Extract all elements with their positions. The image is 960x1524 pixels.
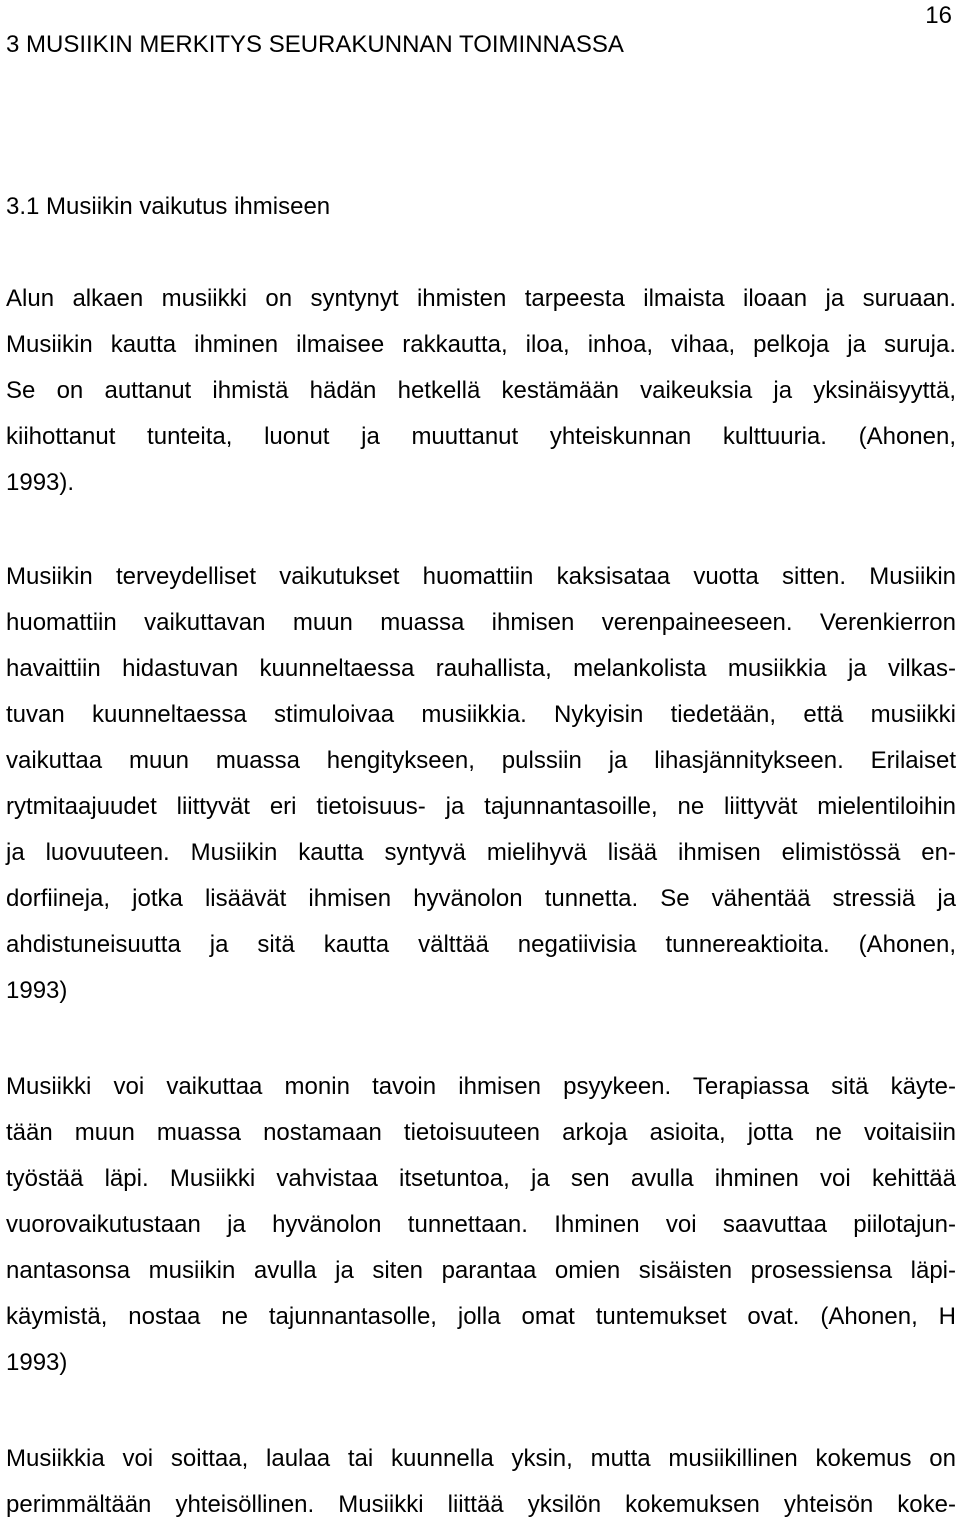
text-line: ahdistuneisuutta ja sitä kautta välttää negatiivisia tunnereaktioita. (Ahonen,: [6, 931, 956, 958]
text-line: Musiikki voi vaikuttaa monin tavoin ihmisen psyykeen. Terapiassa sitä käyte-: [6, 1073, 956, 1100]
section-heading: 3.1 Musiikin vaikutus ihmiseen: [6, 193, 331, 220]
page-number: 16: [925, 2, 952, 29]
text-line: vaikuttaa muun muassa hengitykseen, pulssiin ja lihasjännitykseen. Erilaiset: [6, 747, 956, 774]
chapter-heading: 3 MUSIIKIN MERKITYS SEURAKUNNAN TOIMINNASSA: [6, 31, 624, 58]
text-line: Musiikin terveydelliset vaikutukset huomattiin kaksisataa vuotta sitten. Musiikin: [6, 563, 956, 590]
text-line: vuorovaikutustaan ja hyvänolon tunnettaan. Ihminen voi saavuttaa piilotajun-: [6, 1211, 956, 1238]
text-line: Alun alkaen musiikki on syntynyt ihmisten tarpeesta ilmaista iloaan ja suruaan.: [6, 285, 956, 312]
text-line: käymistä, nostaa ne tajunnantasolle, jolla omat tuntemukset ovat. (Ahonen, H: [6, 1303, 956, 1330]
text-line: rytmitaajuudet liittyvät eri tietoisuus- ja tajunnantasoille, ne liittyvät mielentiloihin: [6, 793, 956, 820]
text-line: dorfiineja, jotka lisäävät ihmisen hyvänolon tunnetta. Se vähentää stressiä ja: [6, 885, 956, 912]
text-line: työstää läpi. Musiikki vahvistaa itsetuntoa, ja sen avulla ihminen voi kehittää: [6, 1165, 956, 1192]
text-line: 1993): [6, 977, 68, 1004]
text-line: perimmältään yhteisöllinen. Musiikki liittää yksilön kokemuksen yhteisön koke-: [6, 1491, 956, 1518]
text-line: tään muun muassa nostamaan tietoisuuteen arkoja asioita, jotta ne voitaisiin: [6, 1119, 956, 1146]
text-line: nantasonsa musiikin avulla ja siten parantaa omien sisäisten prosessiensa läpi-: [6, 1257, 956, 1284]
text-line: Musiikin kautta ihminen ilmaisee rakkautta, iloa, inhoa, vihaa, pelkoja ja suruja.: [6, 331, 956, 358]
text-line: Se on auttanut ihmistä hädän hetkellä kestämään vaikeuksia ja yksinäisyyttä,: [6, 377, 956, 404]
text-line: kiihottanut tunteita, luonut ja muuttanut yhteiskunnan kulttuuria. (Ahonen,: [6, 423, 956, 450]
text-line: 1993).: [6, 469, 75, 496]
text-line: 1993): [6, 1349, 68, 1376]
text-line: ja luovuuteen. Musiikin kautta syntyvä mielihyvä lisää ihmisen elimistössä en-: [6, 839, 956, 866]
text-line: havaittiin hidastuvan kuunneltaessa rauhallista, melankolista musiikkia ja vilkas-: [6, 655, 956, 682]
text-line: Musiikkia voi soittaa, laulaa tai kuunnella yksin, mutta musiikillinen kokemus on: [6, 1445, 956, 1472]
text-line: huomattiin vaikuttavan muun muassa ihmisen verenpaineeseen. Verenkierron: [6, 609, 956, 636]
text-line: tuvan kuunneltaessa stimuloivaa musiikkia. Nykyisin tiedetään, että musiikki: [6, 701, 956, 728]
